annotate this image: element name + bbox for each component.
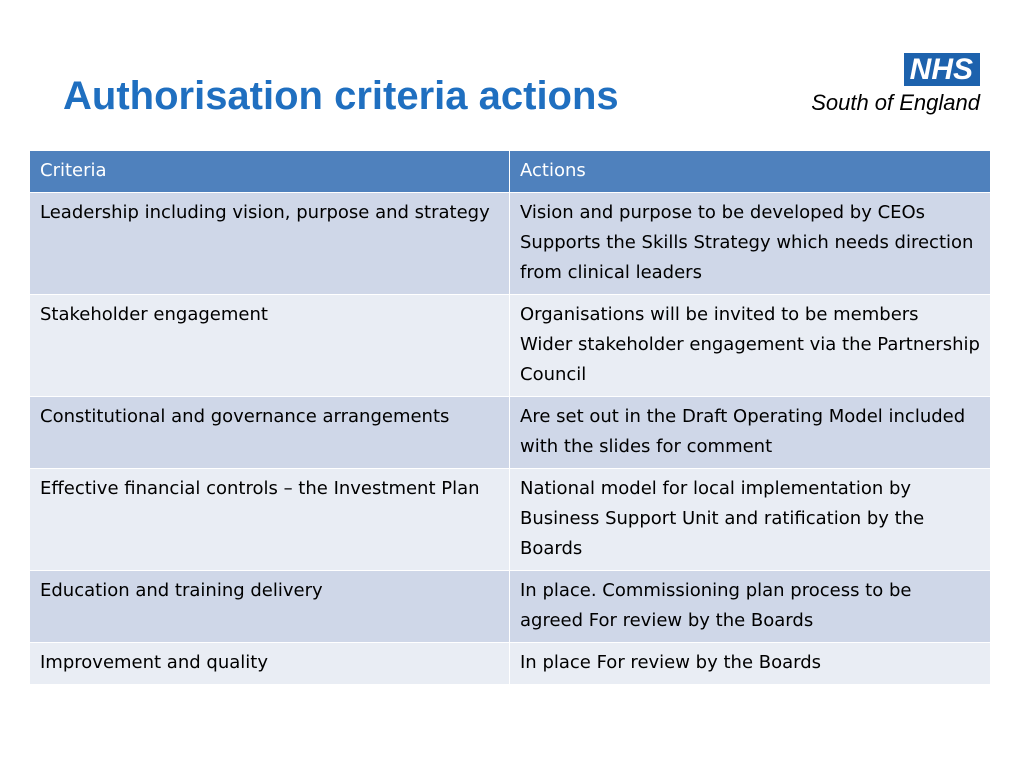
action-text: National model for local implementation by Business Support Unit and ratification by the Boards [520,478,925,559]
slide-title: Authorisation criteria actions [63,74,619,118]
criteria-cell: Constitutional and governance arrangements [30,397,510,469]
criteria-cell: Leadership including vision, purpose and strategy [30,193,510,295]
table-header-row [30,151,991,193]
action-text: Supports the Skills Strategy which needs direction from clinical leaders [520,232,974,283]
criteria-cell: Stakeholder engagement [30,295,510,397]
table-row [30,643,991,685]
action-text: Wider stakeholder engagement via the Partnership Council [520,334,980,385]
table-row [30,469,991,571]
column-header-criteria: Criteria [30,151,510,193]
region-name: South of England [811,90,980,115]
criteria-cell: Effective financial controls – the Investment Plan [30,469,510,571]
action-text: In place For review by the Boards [520,652,822,673]
criteria-cell: Education and training delivery [30,571,510,643]
action-text: Vision and purpose to be developed by CEOs [520,202,926,223]
criteria-cell: Improvement and quality [30,643,510,685]
table-row [30,571,991,643]
table-row [30,397,991,469]
action-text: Organisations will be invited to be members [520,304,919,325]
actions-cell [510,643,991,685]
nhs-brand-mark: NHS [904,53,980,86]
actions-cell [510,193,991,295]
nhs-logo [811,53,980,116]
column-header-actions: Actions [510,151,991,193]
table-row [30,193,991,295]
actions-cell [510,397,991,469]
action-text: In place. Commissioning plan process to be agreed For review by the Boards [520,580,912,631]
actions-cell [510,295,991,397]
criteria-table [29,150,991,685]
table-row [30,295,991,397]
actions-cell [510,469,991,571]
action-text: Are set out in the Draft Operating Model included with the slides for comment [520,406,966,457]
actions-cell [510,571,991,643]
